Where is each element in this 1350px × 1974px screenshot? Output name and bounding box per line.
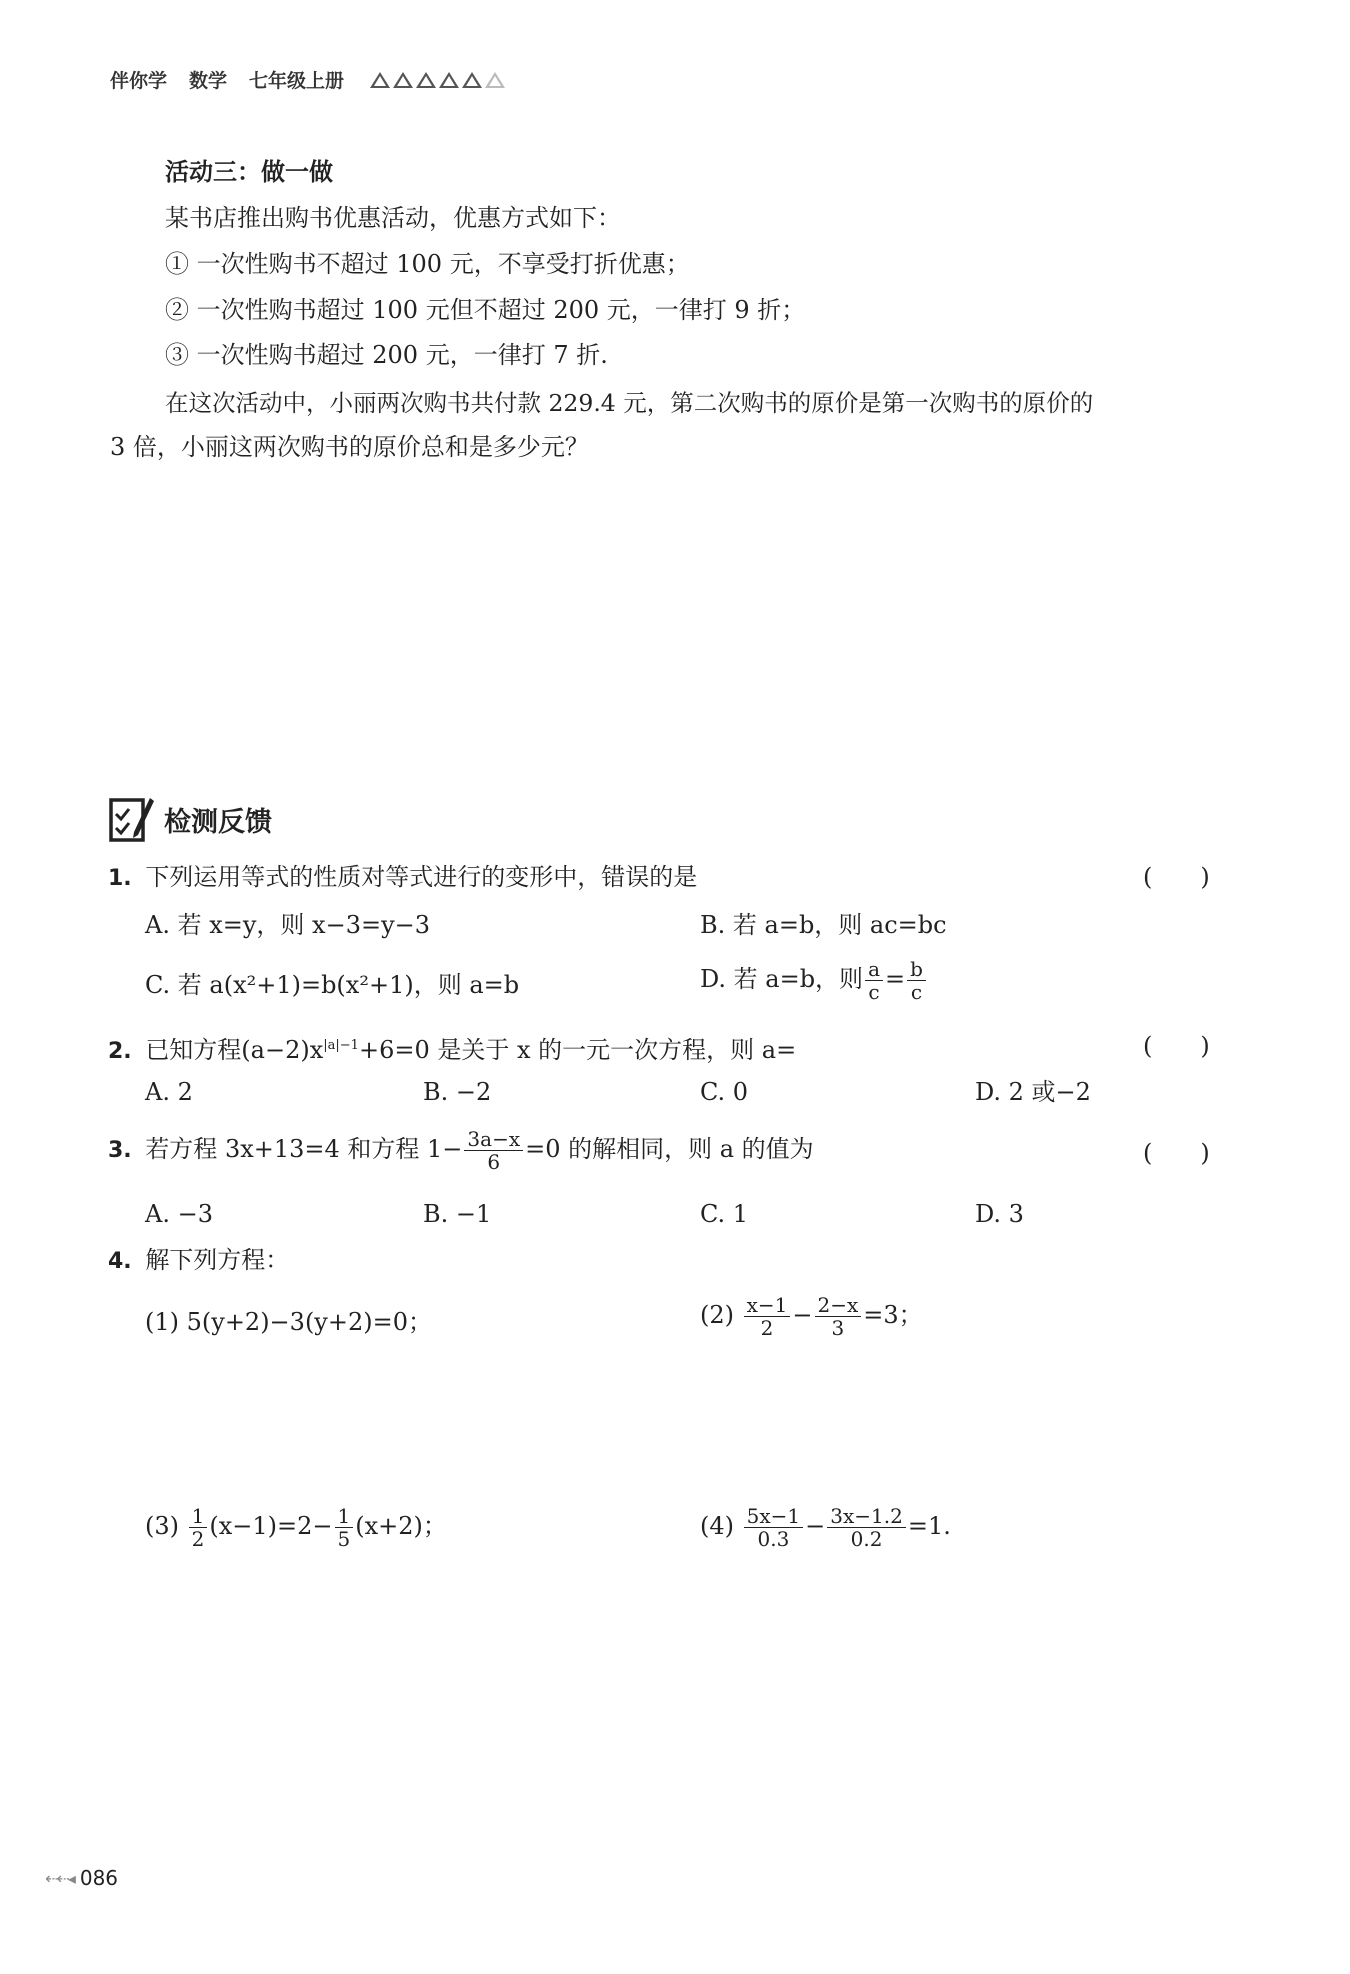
section-title: 检测反馈 <box>164 806 272 838</box>
activity-rule-1: ① 一次性购书不超过 100 元，不享受打折优惠； <box>165 250 690 278</box>
section-heading <box>108 792 272 846</box>
q3-option-d: D. 3 <box>975 1200 1024 1228</box>
q4-part-4 <box>700 1505 951 1550</box>
book-title: 伴你学 <box>110 70 168 92</box>
q3-option-a: A. −3 <box>145 1200 213 1228</box>
checklist-pencil-icon <box>108 792 154 846</box>
q1-option-b: B. 若 a=b，则 ac=bc <box>700 911 947 939</box>
q3-stem <box>108 1128 814 1173</box>
fraction-denominator: 2 <box>191 1527 205 1551</box>
q4-part-2-fraction-2 <box>815 1294 862 1339</box>
arrow-left-icon: ⇠⇠◂ <box>45 1868 74 1888</box>
q3-number: 3. <box>108 1138 132 1163</box>
q4-stem <box>108 1245 289 1277</box>
q1-number: 1. <box>108 866 132 891</box>
part-label: (3) <box>145 1512 179 1540</box>
q4-part-3-fraction-1 <box>189 1505 208 1550</box>
activity-intro: 某书店推出购书优惠活动，优惠方式如下： <box>165 204 621 232</box>
activity-title: 活动三：做一做 <box>165 158 333 186</box>
fraction-numerator: 3a−x <box>464 1128 523 1151</box>
q3-answer-blank: ( ) <box>1143 1139 1210 1167</box>
q1-option-c: C. 若 a(x²+1)=b(x²+1)，则 a=b <box>145 971 520 999</box>
grade-label: 七年级上册 <box>249 70 345 92</box>
q1-stem <box>108 862 697 894</box>
fraction-denominator: c <box>868 980 880 1004</box>
q4-part-4-fraction-1 <box>744 1505 804 1550</box>
fraction-denominator: 3 <box>831 1316 845 1340</box>
minus-sign: − <box>792 1301 813 1329</box>
page-number: 086 <box>79 1866 119 1890</box>
fraction-numerator: 1 <box>189 1505 208 1528</box>
q1-option-d <box>700 958 928 1003</box>
fraction-denominator: c <box>910 980 923 1004</box>
page-footer <box>45 1866 118 1890</box>
q3-option-c: C. 1 <box>700 1200 749 1228</box>
q2-answer-blank: ( ) <box>1143 1032 1210 1060</box>
q1-answer-blank: ( ) <box>1143 863 1210 891</box>
equation-tail: (x+2)； <box>355 1512 447 1540</box>
q1-option-d-fraction-2 <box>907 958 926 1003</box>
activity-question-line-1: 在这次活动中，小丽两次购书共付款 229.4 元，第二次购书的原价是第一次购书的原价的 <box>165 389 1094 417</box>
fraction-numerator: x−1 <box>744 1294 791 1317</box>
q2-option-a: A. 2 <box>145 1078 193 1106</box>
activity-rule-2: ② 一次性购书超过 100 元但不超过 200 元，一律打 9 折； <box>165 296 806 324</box>
equals-sign: = <box>885 965 906 993</box>
q3-text-b: =0 的解相同，则 a 的值为 <box>525 1135 814 1163</box>
equation-tail: =1. <box>907 1512 951 1540</box>
q2-text-b: +6=0 是关于 x 的一元一次方程，则 a= <box>358 1036 797 1064</box>
q3-text-a: 若方程 3x+13=4 和方程 1− <box>145 1135 463 1163</box>
equation-tail: =3； <box>863 1301 923 1329</box>
q2-exponent: |a|−1 <box>323 1038 359 1053</box>
fraction-numerator: 2−x <box>815 1294 862 1317</box>
fraction-denominator: 0.3 <box>757 1527 790 1551</box>
fraction-numerator: 1 <box>335 1505 354 1528</box>
q1-option-a: A. 若 x=y，则 x−3=y−3 <box>145 911 431 939</box>
q4-part-1: (1) 5(y+2)−3(y+2)=0； <box>145 1308 432 1336</box>
q2-option-d: D. 2 或−2 <box>975 1078 1091 1106</box>
fraction-numerator: 3x−1.2 <box>827 1505 906 1528</box>
q2-number: 2. <box>108 1039 132 1064</box>
subject-label: 数学 <box>189 70 228 92</box>
q1-text: 下列运用等式的性质对等式进行的变形中，错误的是 <box>145 863 698 891</box>
q2-option-c: C. 0 <box>700 1078 749 1106</box>
activity-question-line-2: 3 倍，小丽这两次购书的原价总和是多少元？ <box>110 433 589 461</box>
q4-part-4-fraction-2 <box>827 1505 906 1550</box>
fraction-numerator: a <box>865 958 883 981</box>
equation-middle: (x−1)=2− <box>209 1512 333 1540</box>
q4-part-2 <box>700 1294 923 1339</box>
q4-part-2-fraction-1 <box>744 1294 791 1339</box>
fraction-denominator: 6 <box>487 1150 501 1174</box>
q2-text-a: 已知方程(a−2)x <box>145 1036 324 1064</box>
q2-stem <box>108 1031 796 1067</box>
q4-text: 解下列方程： <box>145 1246 290 1274</box>
q2-option-b: B. −2 <box>423 1078 492 1106</box>
q3-fraction <box>464 1128 523 1173</box>
q1-option-d-fraction-1 <box>865 958 883 1003</box>
q4-part-3-fraction-2 <box>335 1505 354 1550</box>
q1-option-d-text: D. 若 a=b，则 <box>700 965 864 993</box>
page-header <box>110 66 505 93</box>
q3-option-b: B. −1 <box>423 1200 492 1228</box>
fraction-denominator: 0.2 <box>850 1527 883 1551</box>
activity-rule-3: ③ 一次性购书超过 200 元，一律打 7 折. <box>165 341 608 369</box>
fraction-numerator: 5x−1 <box>744 1505 804 1528</box>
minus-sign: − <box>805 1512 826 1540</box>
fraction-denominator: 2 <box>760 1316 774 1340</box>
fraction-numerator: b <box>907 958 926 981</box>
q4-number: 4. <box>108 1249 132 1274</box>
fraction-denominator: 5 <box>337 1527 351 1551</box>
part-label: (2) <box>700 1301 734 1329</box>
part-label: (4) <box>700 1512 734 1540</box>
triangle-decoration-icon <box>370 72 505 88</box>
q4-part-3 <box>145 1505 447 1550</box>
